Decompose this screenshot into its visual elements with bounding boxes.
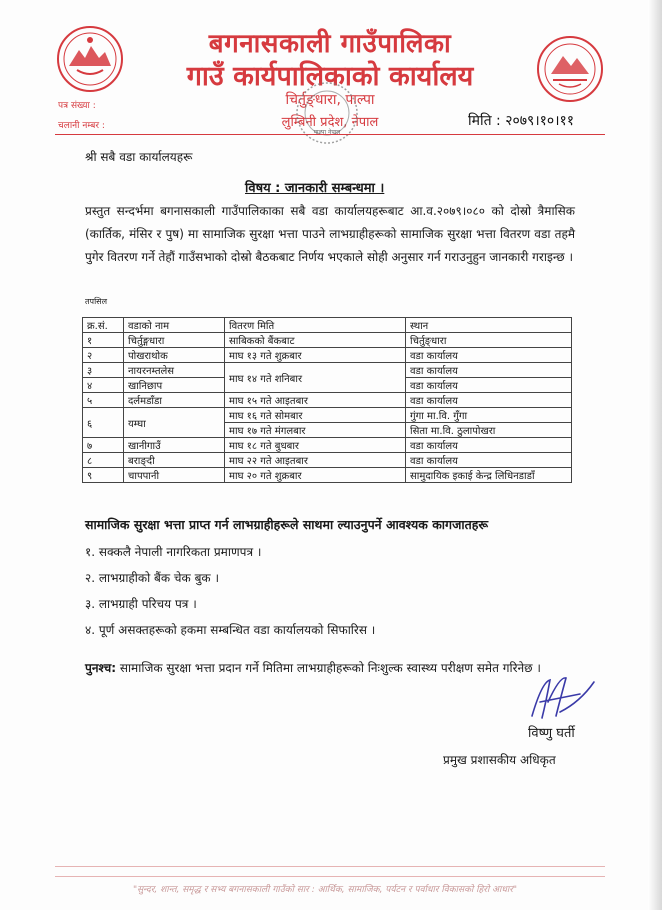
cell-place: सिता मा.वि. ठुलापोखरा: [406, 423, 572, 438]
cell-sn: ९: [83, 468, 124, 483]
cell-sn: ४: [83, 378, 124, 393]
document-item: २. लाभग्राहीको बैंक चेक बुक ।: [85, 571, 220, 585]
cell-place: गुंगा मा.वि. गुँगा: [406, 408, 572, 423]
cell-ward: चिर्तुङ्गधारा: [124, 333, 225, 348]
cell-sn: १: [83, 333, 124, 348]
letter-no-label: पत्र संख्या :: [58, 101, 96, 111]
cell-sn: ५: [83, 393, 124, 408]
address-line1: चिर्तुङ्धारा, पाल्पा: [285, 92, 375, 108]
cell-date: माघ १४ गते शनिबार: [225, 363, 406, 393]
handwritten-signature: [520, 672, 600, 722]
letter-body: प्रस्तुत सन्दर्भमा बगनासकाली गाउँपालिकाका सबै वडा कार्यालयहरूबाट आ.व.२०७९।०८० को दोस्रो त्रैमासिक (कार्तिक, मंसिर र पुष) मा सामाजिक सुरक्षा भत्ता पाउने लाभग्राहीहरूको सामाजिक सुरक्षा भत्ता वितरण वडा तहमै पुगेर वितरण गर्ने तेहौं गाउँसभाको दोस्रो बैठकबाट निर्णय भएकाले सोही अनुसार गर्न गराउनुहुन जानकारी गराइन्छ ।: [85, 204, 575, 264]
signatory-title: प्रमुख प्रशासकीय अधिकृत: [443, 753, 556, 767]
cell-ward: यम्घा: [124, 408, 225, 438]
table-row: [83, 468, 572, 483]
header-place: स्थान: [406, 318, 572, 333]
signatory-name: विष्णु घर्ती: [528, 726, 575, 741]
cell-date: साबिकको बैंकबाट: [225, 333, 406, 348]
distribution-schedule-table: [82, 317, 572, 483]
cell-sn: ३: [83, 363, 124, 378]
postscript-label: पुनश्च:: [85, 661, 116, 675]
address-line2: लुम्बिनी प्रदेश, नेपाल: [281, 115, 379, 130]
cell-date: माघ १५ गते आइतबार: [225, 393, 406, 408]
subject-line: विषय : जानकारी सम्बन्धमा ।: [245, 181, 385, 196]
table-header-row: [83, 318, 572, 333]
addressee: श्री सबै वडा कार्यालयहरू: [85, 150, 193, 164]
org-name-line1: बगनासकाली गाउँपालिका: [208, 29, 452, 59]
org-name-line2: गाउँ कार्यपालिकाको कार्यालय: [186, 61, 474, 92]
table-row: [83, 333, 572, 348]
cell-place: वडा कार्यालय: [406, 438, 572, 453]
cell-place: सामुदायिक इकाई केन्द्र लिधिनडाडाँ: [406, 468, 572, 483]
municipality-logo-icon: [535, 34, 605, 104]
postscript-text: सामाजिक सुरक्षा भत्ता प्रदान गर्ने मितिमा लाभग्राहीहरूको निःशुल्क स्वास्थ्य परीक्षण समेत गरिनेछ ।: [119, 661, 541, 675]
cell-place: वडा कार्यालय: [406, 453, 572, 468]
table-row: [83, 408, 572, 423]
cell-ward: पोखराथोक: [124, 348, 225, 363]
cell-date: माघ १६ गते सोमबार: [225, 408, 406, 423]
required-documents-title: सामाजिक सुरक्षा भत्ता प्राप्त गर्न लाभग्राहीहरूले साथमा ल्याउनुपर्ने आवश्यक कागजातहरू: [85, 517, 489, 532]
cell-place: वडा कार्यालय: [406, 348, 572, 363]
header-sn: क्र.सं.: [83, 318, 124, 333]
footer-slogan: "सुन्दर, शान्त, समृद्ध र सभ्य बगनासकाली गाउँको सार : आर्थिक, सामाजिक, पर्यटन र पर्वाधार विकासको हिरो आधार": [132, 885, 518, 895]
cell-sn: २: [83, 348, 124, 363]
cell-sn: ६: [83, 408, 124, 438]
header-date: वितरण मिति: [225, 318, 406, 333]
cell-ward: दर्लमडाँडा: [124, 393, 225, 408]
letter-date: मिति : २०७९।१०।११: [468, 113, 575, 129]
cell-ward: चापपानी: [124, 468, 225, 483]
tapasil-label: तपसिल: [85, 297, 108, 306]
cell-sn: ७: [83, 438, 124, 453]
cell-date: माघ २२ गते आइतबार: [225, 453, 406, 468]
document-item: ३. लाभग्राही परिचय पत्र ।: [85, 597, 197, 611]
cell-ward: नायरनम्तलेस: [124, 363, 225, 378]
table-row: [83, 393, 572, 408]
cell-ward: खानिछाप: [124, 378, 225, 393]
cell-place: वडा कार्यालय: [406, 393, 572, 408]
cell-place: चिर्तुङ्धारा: [406, 333, 572, 348]
cell-date: माघ १७ गते मंगलबार: [225, 423, 406, 438]
cell-place: वडा कार्यालय: [406, 378, 572, 393]
cell-sn: ८: [83, 453, 124, 468]
cell-place: वडा कार्यालय: [406, 363, 572, 378]
table-row: [83, 348, 572, 363]
table-row: [83, 438, 572, 453]
table-row: [83, 363, 572, 378]
office-stamp: [292, 78, 362, 148]
cell-ward: खानीगाउँ: [124, 438, 225, 453]
dispatch-no-label: चलानी नम्बर :: [58, 121, 105, 131]
footer-divider: [55, 866, 605, 867]
document-item: १. सक्कलै नेपाली नागरिकता प्रमाणपत्र ।: [85, 545, 262, 559]
table-row: [83, 453, 572, 468]
postscript: [85, 656, 565, 680]
header-divider: [55, 134, 605, 135]
nepal-emblem-icon: [55, 24, 125, 94]
cell-ward: बराङ्दी: [124, 453, 225, 468]
cell-date: माघ २० गते शुक्रबार: [225, 468, 406, 483]
stamp-text: पाल्पा नेपाल: [313, 129, 341, 136]
cell-date: माघ १३ गते शुक्रबार: [225, 348, 406, 363]
footer-divider-2: [55, 876, 605, 877]
header-ward: वडाको नाम: [124, 318, 225, 333]
cell-date: माघ १८ गते बुधबार: [225, 438, 406, 453]
document-item: ४. पूर्ण असक्तहरूको हकमा सम्बन्धित वडा कार्यालयको सिफारिस ।: [85, 623, 376, 637]
page-edge-shadow: [648, 0, 662, 910]
